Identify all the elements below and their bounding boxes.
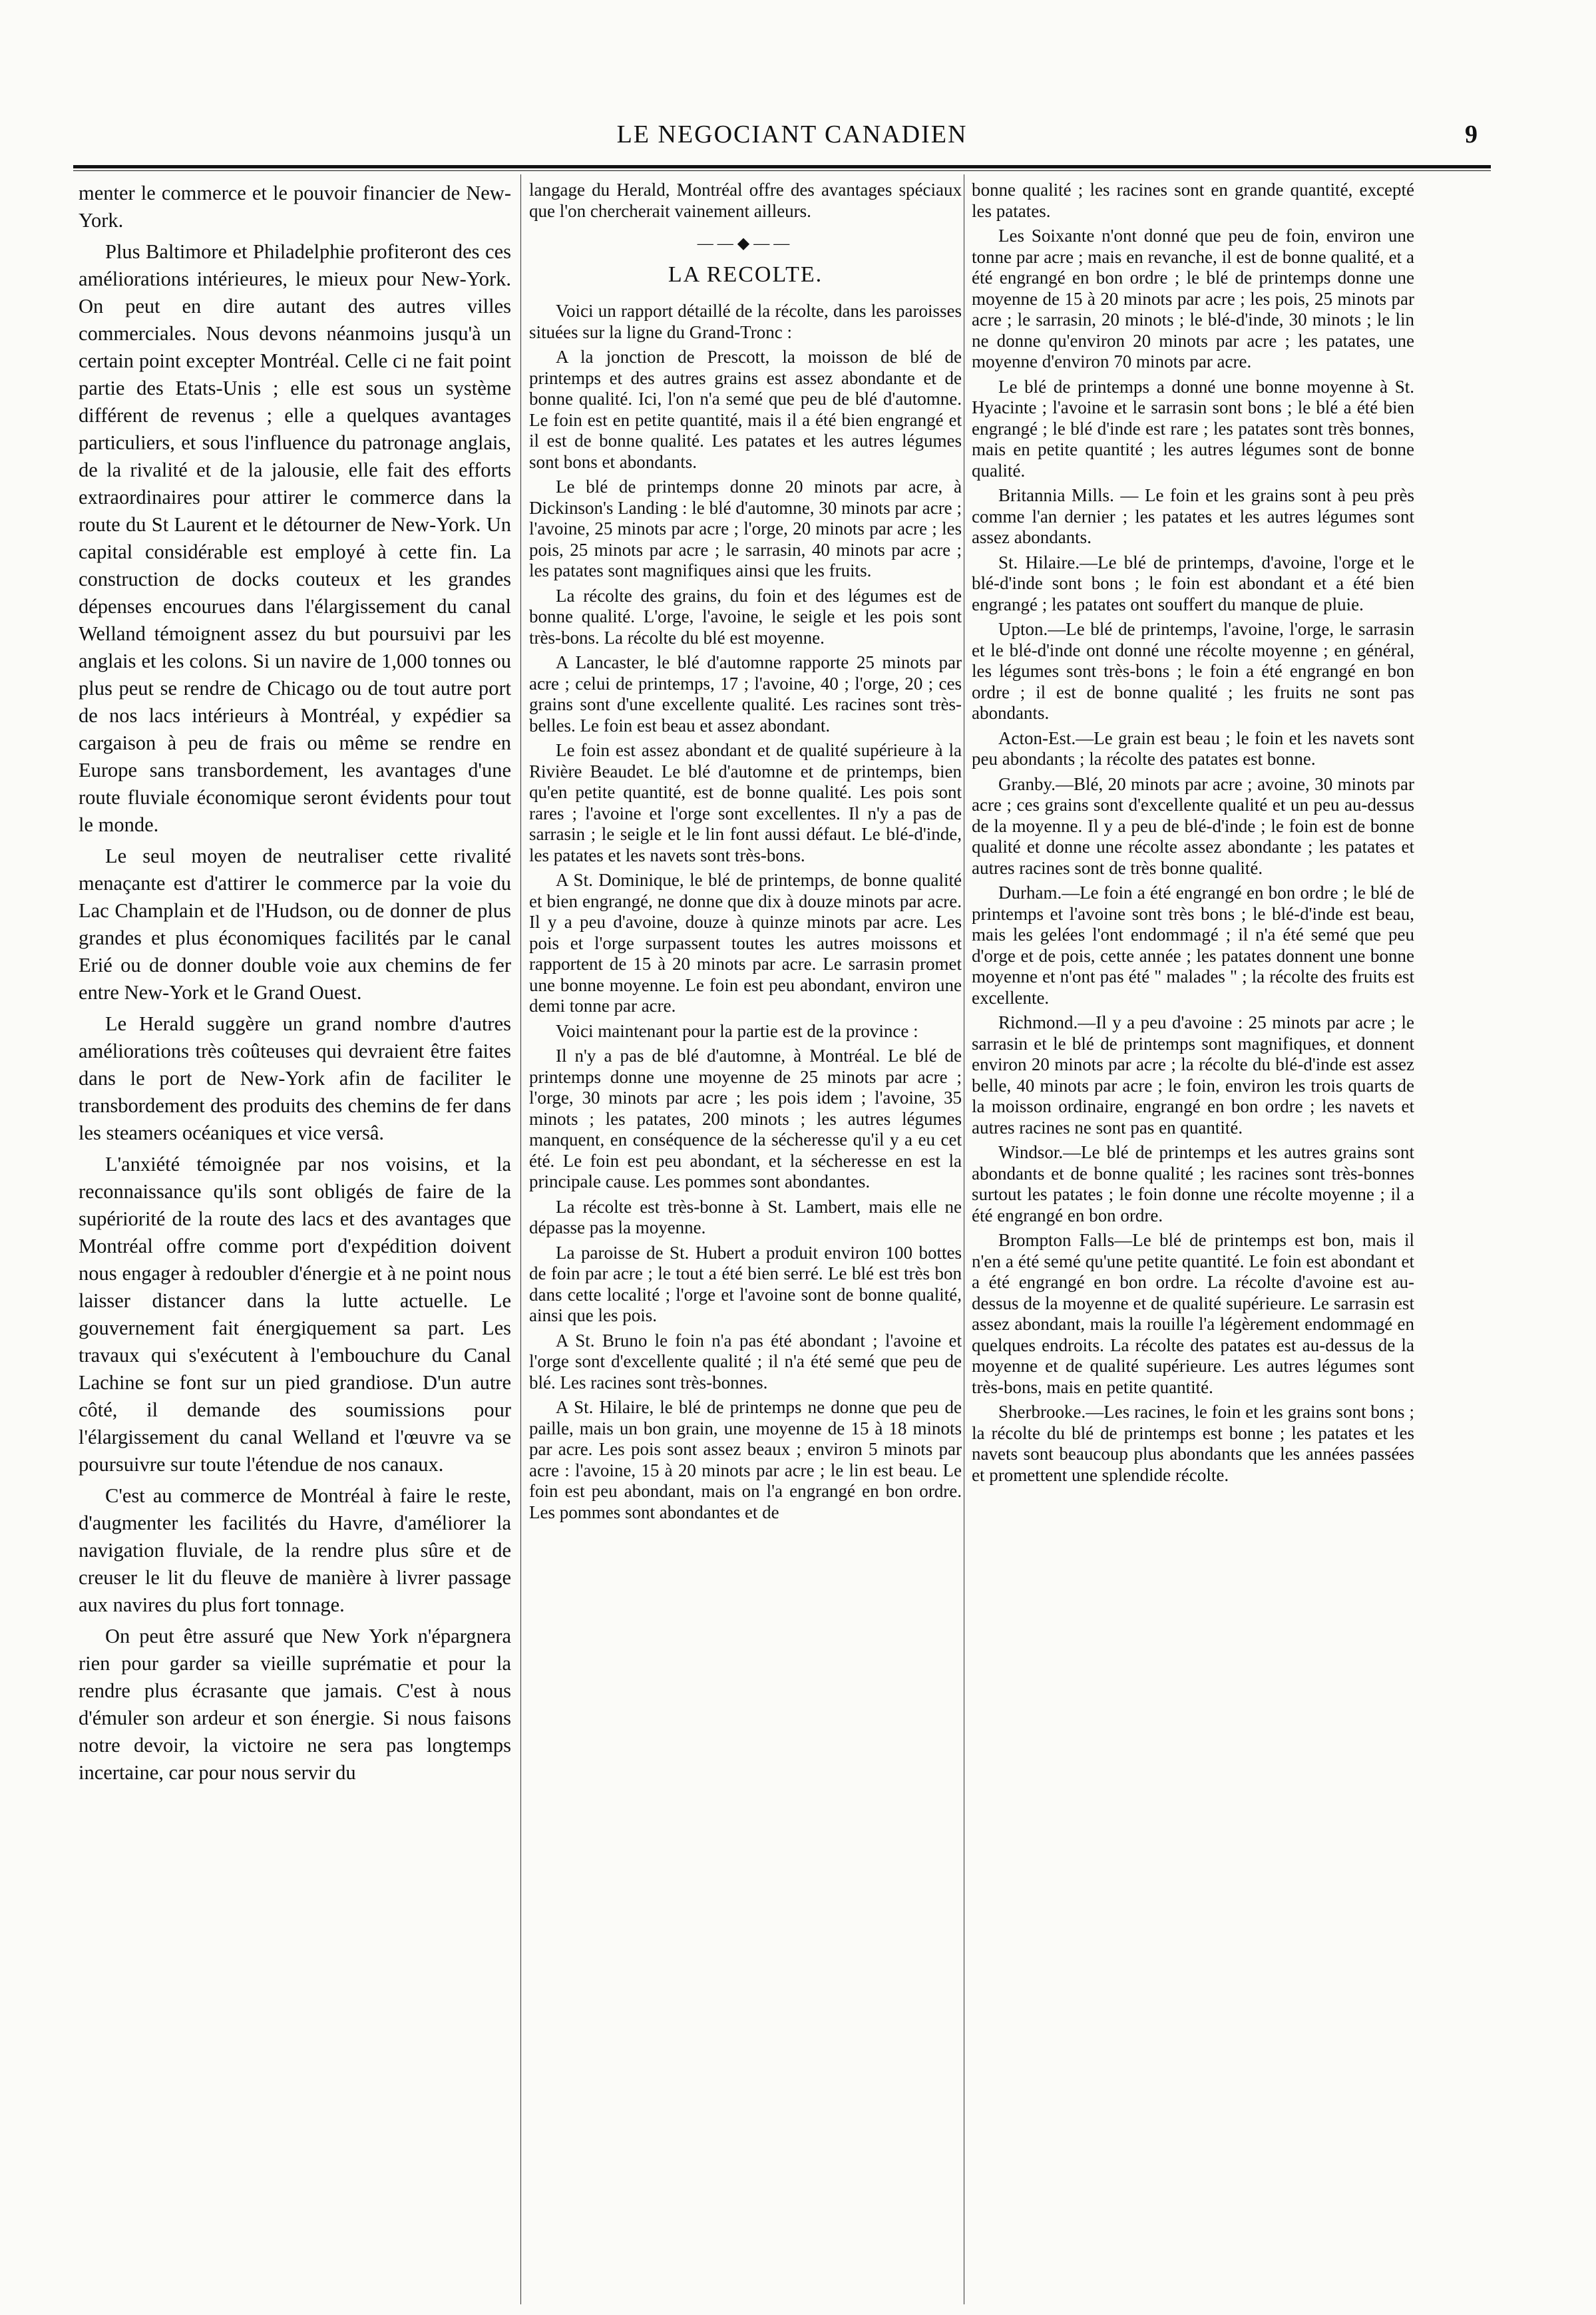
- article-paragraph: Voici maintenant pour la partie est de la province :: [556, 1020, 918, 1041]
- article-paragraph: Durham.—Le foin a été engrangé en bon ordre ; le blé de printemps et l'avoine sont très bons ; le blé-d'inde est beau, mais les gelées l'ont endommagé ; il n'a été semé que peu d'orge et de pois, cette année ; les patates donnent une bonne moyenne et n'ont pas été " malades " ; la récolte des fruits est excellente.: [972, 883, 1414, 1008]
- article-paragraph: Windsor.—Le blé de printemps et les autres grains sont abondants et de bonne qualité ; les racines sont très-bonnes surtout les patates ; le foin donne une récolte moyenne ; il a été engrangé en bon ordre.: [972, 1142, 1414, 1225]
- article-paragraph: Granby.—Blé, 20 minots par acre ; avoine, 30 minots par acre ; ces grains sont d'excellente qualité et un peu au-dessus de la moyenne. Il y a peu de blé-d'inde ; le foin est de bonne qualité et donne une récolte assez abondante ; les patates et autres racines sont de très bonne qualité.: [972, 773, 1414, 878]
- article-paragraph: La récolte est très-bonne à St. Lambert, mais elle ne dépasse pas la moyenne.: [529, 1196, 962, 1237]
- article-paragraph: menter le commerce et le pouvoir financier de New-York.: [79, 182, 511, 232]
- header-rule: [73, 165, 1491, 171]
- article-paragraph: Le blé de printemps donne 20 minots par acre, à Dickinson's Landing : le blé d'automne, 30 minots par acre ; l'avoine, 25 minots par acre ; l'orge, 20 minots par acre ; les pois, 25 minots par acre ; le sarrasin, 40 minots par acre ; les patates sont magnifiques ainsi que les fruits.: [529, 477, 962, 580]
- section-ornament: ——◆——: [697, 235, 794, 252]
- article-paragraph: A Lancaster, le blé d'automne rapporte 25 minots par acre ; celui de printemps, 17 ; l'avoine, 40 ; l'orge, 20 ; ces grains sont d'une excellente qualité. Les racines sont très-belles. Le foin est beau et assez abondant.: [529, 652, 962, 736]
- column-divider: [520, 174, 521, 2304]
- article-paragraph: On peut être assuré que New York n'épargnera rien pour garder sa vieille suprématie et pour la rendre plus écrasante que jamais. C'est à nous d'émuler son ardeur et son énergie. Si nous faisons notre devoir, la victoire ne sera pas longtemps incertaine, car pour nous servir du: [79, 1625, 511, 1784]
- article-paragraph: Upton.—Le blé de printemps, l'avoine, l'orge, le sarrasin et le blé-d'inde ont donné une récolte moyenne ; en général, les légumes sont très-bons ; le foin a été engrangé en bon ordre ; il est de bonne qualité ; les fruits ne sont pas abondants.: [972, 619, 1414, 723]
- article-paragraph: Le foin est assez abondant et de qualité supérieure à la Rivière Beaudet. Le blé d'automne et de printemps, bien qu'en petite quantité, est de bonne qualité. Les pois sont rares ; l'avoine et l'orge sont excellentes. Il n'y a pas de sarrasin ; le seigle et le lin font aussi défaut. Le blé-d'inde, les patates et les navets sont très-bons.: [529, 740, 962, 865]
- article-paragraph: Les Soixante n'ont donné que peu de foin, environ une tonne par acre ; mais en revanche, il est de bonne qualité, et a été engrangé en bon ordre ; le blé de printemps donne une moyenne de 15 à 20 minots par acre ; les pois, 25 minots par acre ; le sarrasin, 20 minots ; le blé-d'inde, 30 minots ; le lin ne donne qu'environ 20 minots par acre ; les patates, une moyenne d'environ 70 minots par acre.: [972, 226, 1414, 371]
- article-paragraph: La paroisse de St. Hubert a produit environ 100 bottes de foin par acre ; le tout a été bien serré. Le blé est très bon dans cette localité ; l'orge et l'avoine sont de bonne qualité, ainsi que les pois.: [529, 1242, 962, 1325]
- page-number: 9: [1465, 120, 1478, 148]
- article-paragraph: Le seul moyen de neutraliser cette rivalité menaçante est d'attirer le commerce par la voie du Lac Champlain et de l'Hudson, ou de donner de plus grandes et plus économiques facilités par le canal Erié ou de donner double voie aux chemins de fer entre New-York et le Grand Ouest.: [79, 845, 511, 1004]
- article-paragraph: Sherbrooke.—Les racines, le foin et les grains sont bons ; la récolte du blé de printemps est bonne ; les patates et les navets sont beaucoup plus abondants que les années passées et promettent une splendide récolte.: [972, 1402, 1414, 1485]
- column-3: [972, 180, 1414, 2270]
- article-paragraph: Le Herald suggère un grand nombre d'autres améliorations très coûteuses qui devraient être faites dans le port de New-York afin de faciliter le transbordement des produits des chemins de fer dans les steamers océaniques et vice versâ.: [79, 1012, 511, 1144]
- article-paragraph: A la jonction de Prescott, la moisson de blé de printemps et des autres grains est assez abondante et de bonne qualité. Ici, l'on n'a semé que peu de blé d'automne. Le foin est en petite quantité, mais il a été bien engrangé et il est de bonne qualité. Les patates et les autres légumes sont bons et abondants.: [529, 347, 962, 472]
- article-paragraph: Brompton Falls—Le blé de printemps est bon, mais il n'en a été semé qu'une petite quantité. Le foin est abondant et a été engrangé en bon ordre. La récolte d'avoine est au-dessus de la moyenne et de qualité supérieure. Le sarrasin est assez abondant, mais la rouille l'a légèrement endommagé en quelques endroits. La récolte des patates est au-dessus de la moyenne et de qualité supérieure. Les autres légumes sont très-bons, mais en petite quantité.: [972, 1230, 1414, 1397]
- article-paragraph: C'est au commerce de Montréal à faire le reste, d'augmenter les facilités du Havre, d'améliorer la navigation fluviale, de la rendre plus sûre et de creuser le lit du fleuve de manière à livrer passage aux navires du plus fort tonnage.: [79, 1484, 511, 1616]
- article-paragraph: Plus Baltimore et Philadelphie profiteront des ces améliorations intérieures, le mieux pour New-York. On peut en dire autant des autres villes commerciales. Nous devons néanmoins jusqu'à un certain point excepter Montréal. Celle ci ne fait point partie des Etats-Unis ; elle est sous un système différent de revenus ; elle a quelques avantages particuliers, et sous l'influence du patronage anglais, de la rivalité et de la jalousie, elle fait des efforts extraordinaires pour attirer le commerce dans la route du St Laurent et le détourner de New-York. Un capital considérable est employé à cette fin. La construction de docks couteux et les grandes dépenses encourues dans l'élargissement du canal Welland témoignent assez du but poursuivi par les anglais et les colons. Si un navire de 1,000 tonnes ou plus peut se rendre de Chicago ou de tout autre port de nos lacs intérieurs à Montréal, y expédier sa cargaison à peu de frais ou même se rendre en Europe sans transbordement, les avantages d'une route fluviale économique seront évidents pour tout le monde.: [79, 240, 511, 836]
- column-2: [529, 180, 962, 2270]
- article-paragraph: A St. Bruno le foin n'a pas été abondant ; l'avoine et l'orge sont d'excellente qualité ; il n'a été semé que peu de blé. Les racines sont très-bonnes.: [529, 1330, 962, 1392]
- article-paragraph: Le blé de printemps a donné une bonne moyenne à St. Hyacinte ; l'avoine et le sarrasin sont bons ; le blé a été bien engrangé ; le blé d'inde est rare ; les patates sont très bonnes, mais en petite quantité ; les autres légumes sont de bonne qualité.: [972, 376, 1414, 481]
- article-paragraph: bonne qualité ; les racines sont en grande quantité, excepté les patates.: [972, 180, 1414, 221]
- article-paragraph: La récolte des grains, du foin et des légumes est de bonne qualité. L'orge, l'avoine, le seigle et les pois sont très-bons. La récolte du blé est moyenne.: [529, 585, 962, 648]
- article-paragraph: A St. Hilaire, le blé de printemps ne donne que peu de paille, mais un bon grain, une moyenne de 15 à 18 minots par acre. Les pois sont assez beaux ; environ 5 minots par acre : l'avoine, 15 à 20 minots par acre ; le lin est beau. Le foin est peu abondant, mais on l'a engrangé en bon ordre. Les pommes sont abondantes et de: [529, 1397, 962, 1522]
- article-paragraph: Richmond.—Il y a peu d'avoine : 25 minots par acre ; le sarrasin et le blé de printemps sont magnifiques, et donnent environ 20 minots par acre ; la récolte du blé-d'inde est assez belle, 40 minots par acre ; le foin, environ les trois quarts de la moisson ordinaire, engrangé en bon ordre ; les navets et autres racines ne sont pas en quantité.: [972, 1012, 1414, 1138]
- article-paragraph: langage du Herald, Montréal offre des avantages spéciaux que l'on chercherait vainement ailleurs.: [529, 180, 962, 221]
- article-paragraph: St. Hilaire.—Le blé de printemps, d'avoine, l'orge et le blé-d'inde sont bons ; le foin est abondant et a été bien engrangé ; les patates ont souffert du manque de pluie.: [972, 552, 1414, 614]
- article-paragraph: Voici un rapport détaillé de la récolte, dans les paroisses situées sur la ligne du Grand-Tronc :: [529, 301, 962, 342]
- section-title: LA RECOLTE.: [668, 262, 823, 287]
- article-paragraph: L'anxiété témoignée par nos voisins, et la reconnaissance qu'ils sont obligés de faire de la supériorité de la route des lacs et des avantages que Montréal offre comme port d'expédition doivent nous engager à redoubler d'énergie et à ne point nous laisser distancer dans la lutte actuelle. Le gouvernement fait énergiquement sa part. Les travaux qui s'exécutent à l'embouchure du Canal Lachine se font sur un pied grandiose. D'un autre côté, il demande des soumissions pour l'élargissement du canal Welland et l'œuvre va se poursuivre sur toute l'étendue de nos canaux.: [79, 1153, 511, 1476]
- page-header: [93, 120, 1491, 160]
- article-paragraph: A St. Dominique, le blé de printemps, de bonne qualité et bien engrangé, ne donne que dix à douze minots par acre. Il y a peu d'avoine, douze à quinze minots par acre. Les pois et l'orge surpassent toutes les autres moissons et rapportent de 15 à 20 minots par acre. Le sarrasin promet une bonne moyenne. Le foin est peu abondant, environ une demi tonne par acre.: [529, 870, 962, 1016]
- article-paragraph: Il n'y a pas de blé d'automne, à Montréal. Le blé de printemps donne une moyenne de 25 minots par acre ; l'orge, 30 minots par acre ; les pois idem ; l'avoine, 35 minots ; les patates, 200 minots ; les autres légumes manquent, en conséquence de la sécheresse qu'il y a eu cet été. Le foin est peu abondant, et la sécheresse en est la principale cause. Les pommes sont abondantes.: [529, 1046, 962, 1191]
- article-paragraph: Acton-Est.—Le grain est beau ; le foin et les navets sont peu abondants ; la récolte des patates est bonne.: [972, 728, 1414, 769]
- running-title: LE NEGOCIANT CANADIEN: [616, 120, 968, 148]
- article-paragraph: Britannia Mills. — Le foin et les grains sont à peu près comme l'an dernier ; les patates et les autres légumes sont assez abondants.: [972, 485, 1414, 547]
- column-1: [79, 180, 511, 2270]
